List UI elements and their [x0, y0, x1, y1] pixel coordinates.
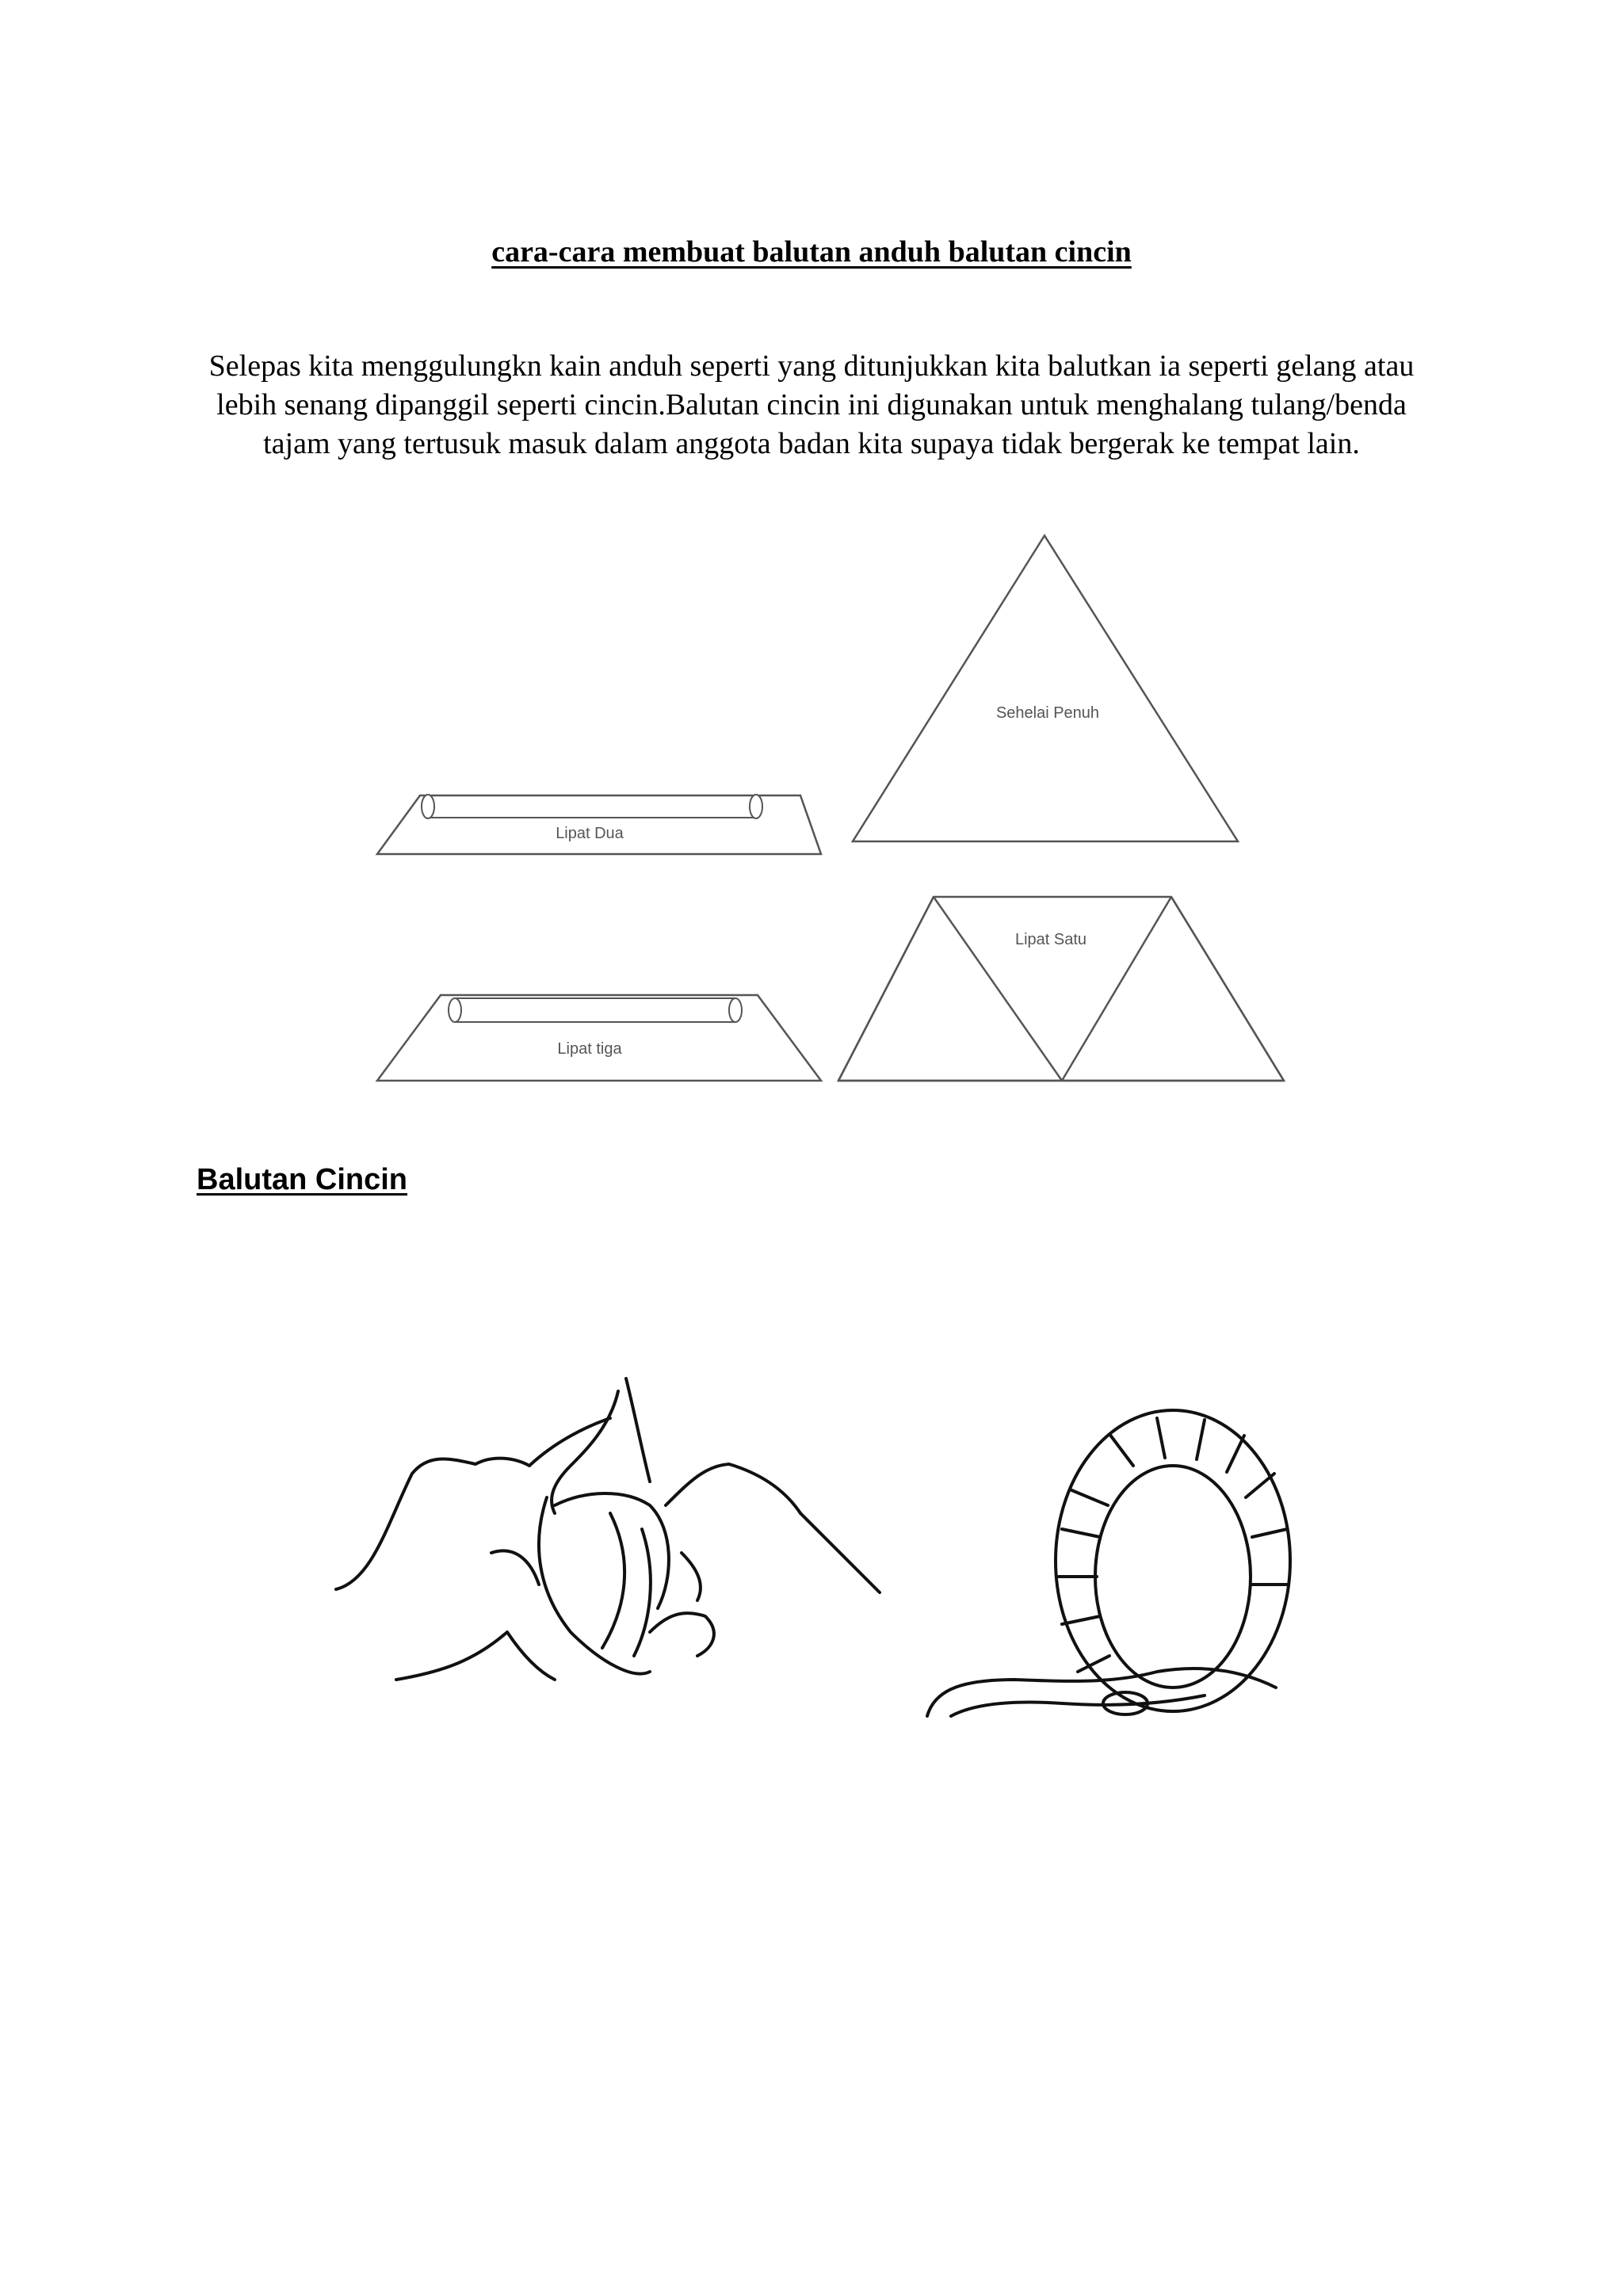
fold-one-figure — [838, 897, 1284, 1081]
ring-bandage-illustration — [927, 1410, 1290, 1716]
section-heading: Balutan Cincin — [197, 1163, 408, 1196]
fold-three-figure — [377, 995, 821, 1081]
document-title: cara-cara membuat balutan anduh balutan cincin — [491, 235, 1132, 269]
full-triangle-figure — [853, 536, 1238, 841]
label-fold-two: Lipat Dua — [556, 825, 624, 842]
label-fold-three: Lipat tiga — [557, 1040, 622, 1058]
label-full: Sehelai Penuh — [995, 704, 1100, 722]
body-paragraph: Selepas kita menggulungkn kain anduh seperti yang ditunjukkan kita balutkan ia seperti gelang atau lebih senang dipanggil seperti cincin.Balutan cincin ini digunakan untuk menghalang tulang/benda tajam yang tertusuk masuk dalam anggota badan kita supaya tidak bergerak ke tempat lain. — [208, 349, 1415, 460]
hands-tying-bandage-illustration — [336, 1379, 880, 1680]
label-fold-one: Lipat Satu — [1014, 931, 1087, 948]
fold-two-figure — [377, 795, 821, 854]
